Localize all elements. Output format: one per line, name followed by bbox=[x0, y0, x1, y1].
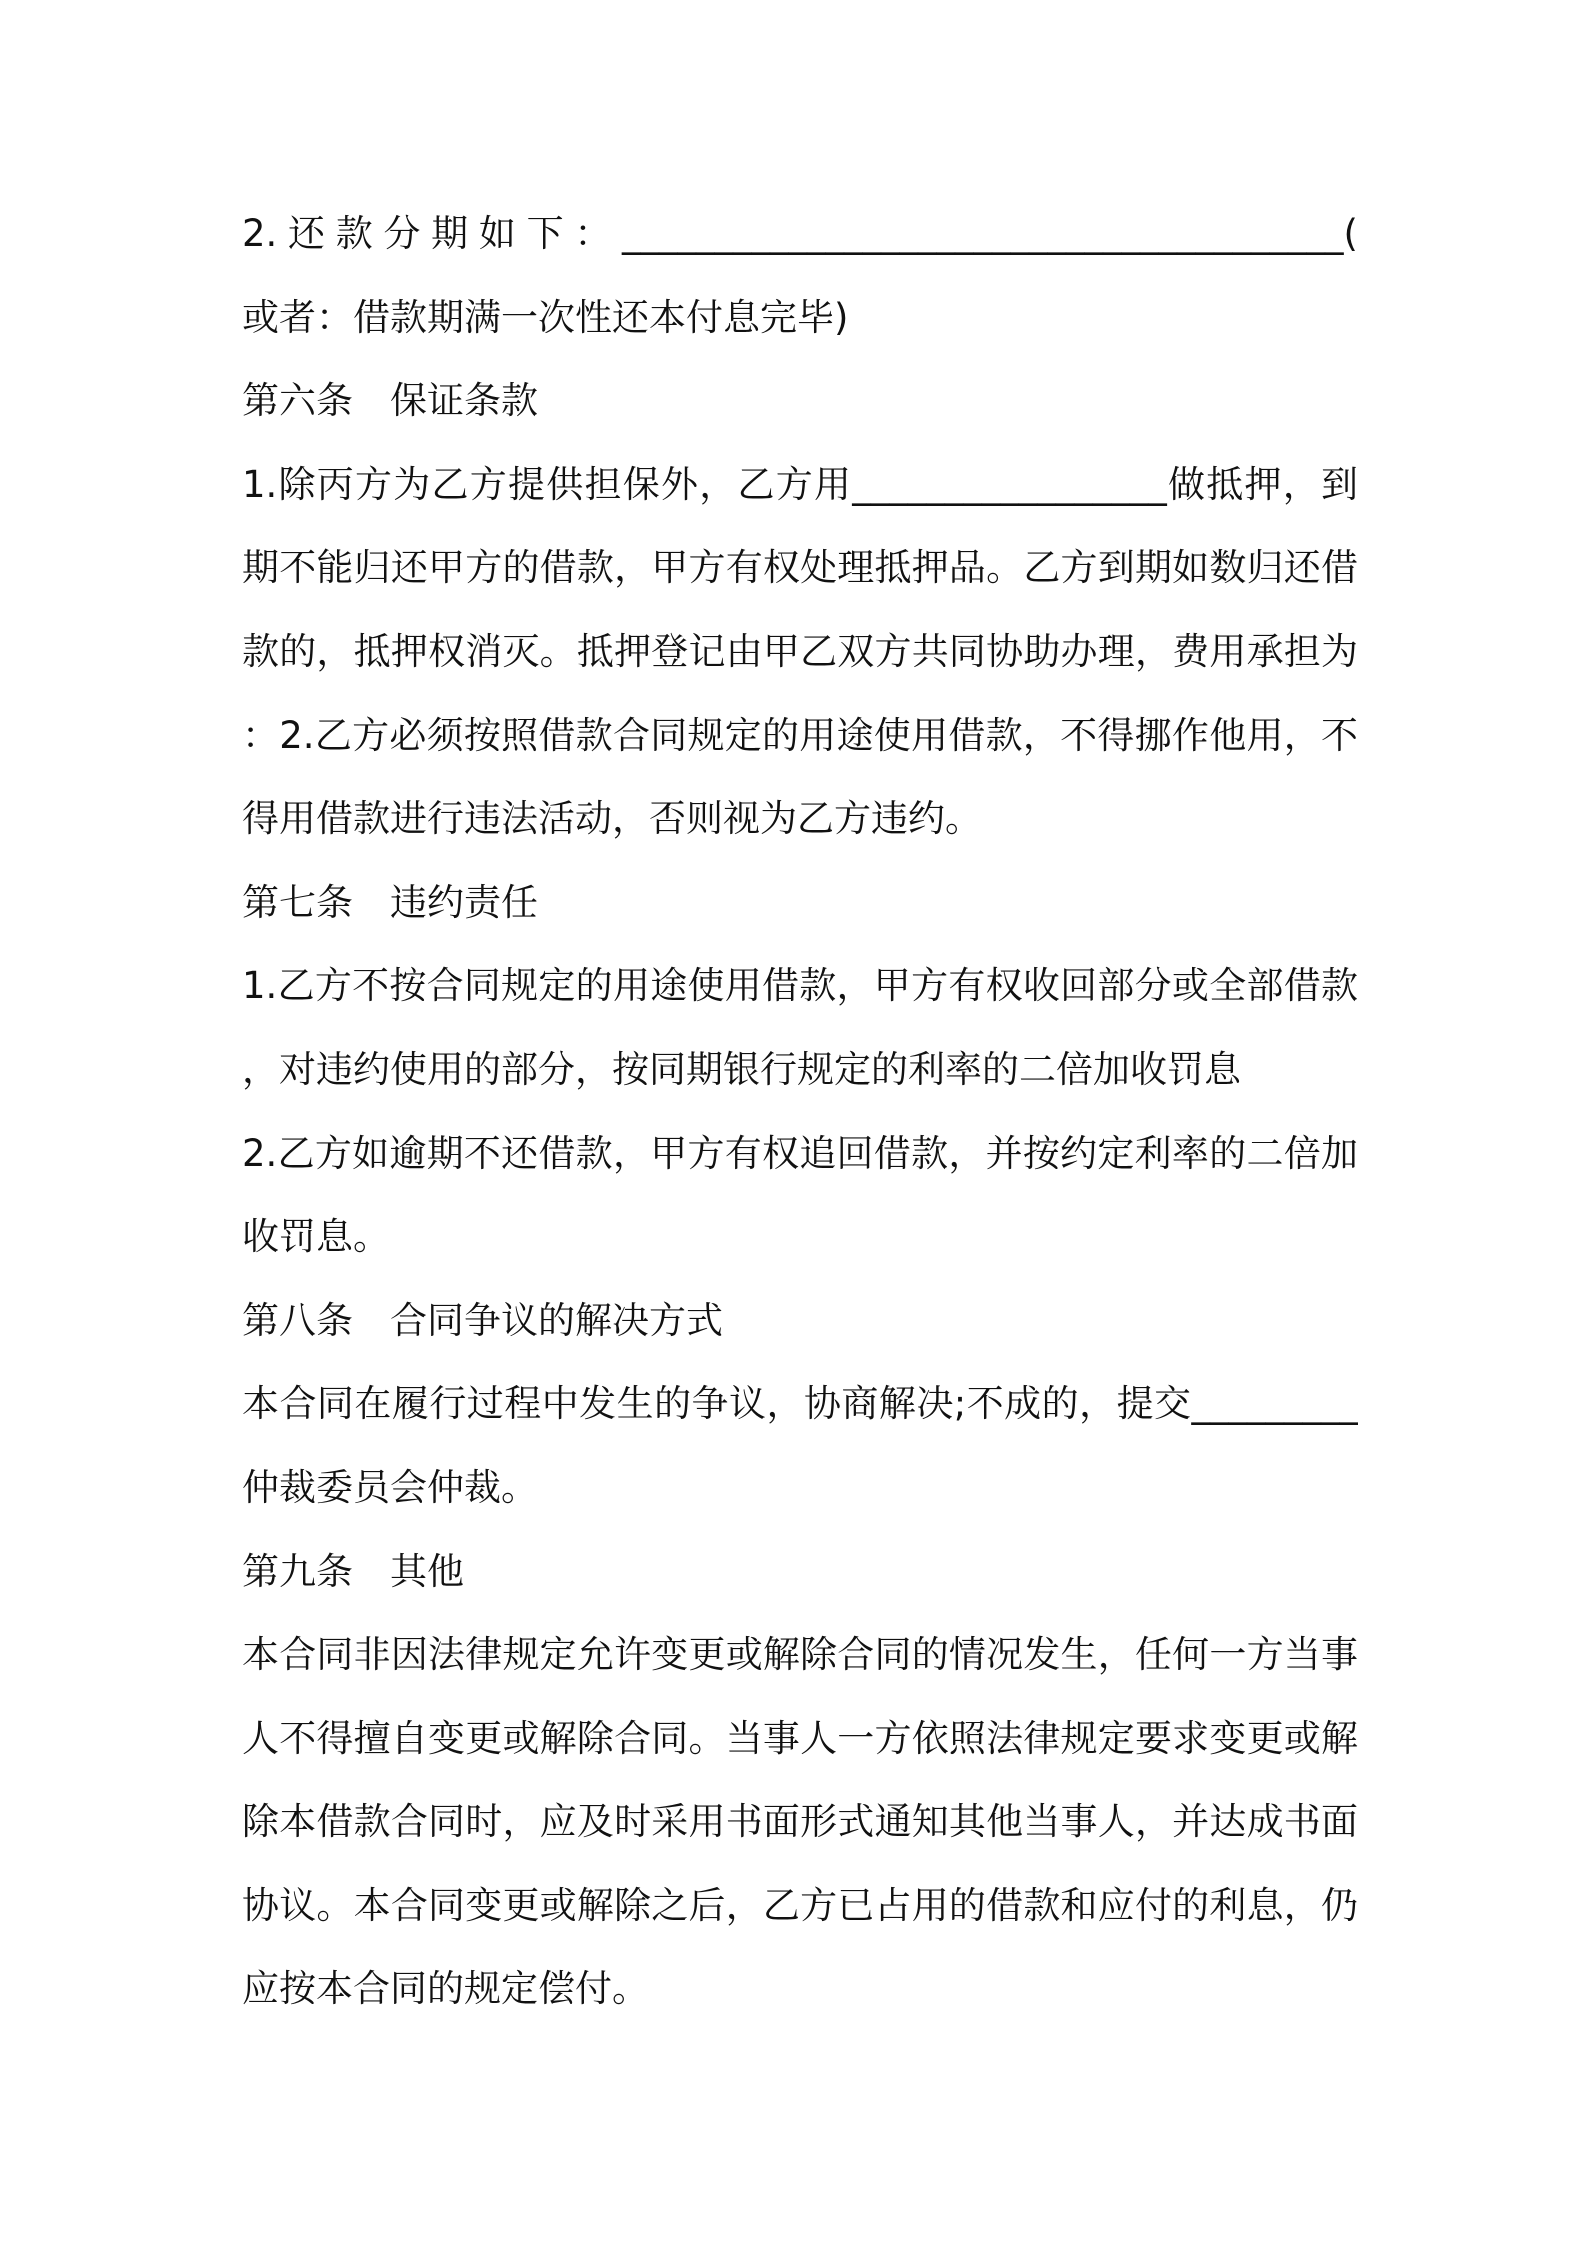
article-7-clause-1-line: ，对违约使用的部分，按同期银行规定的利率的二倍加收罚息 bbox=[242, 1047, 1241, 1091]
article-6-paragraph-line: 1.除丙方为乙方提供担保外，乙方用_________________做抵押，到 bbox=[242, 462, 1358, 506]
article-9-paragraph-line: 协议。本合同变更或解除之后，乙方已占用的借款和应付的利息，仍 bbox=[242, 1883, 1358, 1927]
article-8-paragraph-line: 仲裁委员会仲裁。 bbox=[242, 1465, 538, 1509]
article-6-paragraph-line: 款的，抵押权消灭。抵押登记由甲乙双方共同协助办理，费用承担为 bbox=[242, 629, 1358, 673]
article-6-paragraph-line: 得用借款进行违法活动，否则视为乙方违约。 bbox=[242, 797, 982, 841]
article-6-paragraph-line: ：2.乙方必须按照借款合同规定的用途使用借款，不得挪作他用，不 bbox=[242, 713, 1358, 757]
article-7-clause-2-line: 收罚息。 bbox=[242, 1215, 390, 1259]
article-8-paragraph-line: 本合同在履行过程中发生的争议，协商解决;不成的，提交_________ bbox=[242, 1382, 1358, 1426]
article-7-heading: 第七条 违约责任 bbox=[242, 880, 538, 924]
repayment-installment-line: 2.还款分期如下：_______________________________________( bbox=[242, 212, 1358, 255]
article-7-clause-1-line: 1.乙方不按合同规定的用途使用借款，甲方有权收回部分或全部借款 bbox=[242, 964, 1358, 1008]
article-9-paragraph-line: 除本借款合同时，应及时采用书面形式通知其他当事人，并达成书面 bbox=[242, 1800, 1358, 1844]
article-7-clause-2-line: 2.乙方如逾期不还借款，甲方有权追回借款，并按约定利率的二倍加 bbox=[242, 1131, 1358, 1175]
repayment-lump-sum-line: 或者：借款期满一次性还本付息完毕) bbox=[242, 295, 849, 339]
article-9-paragraph-line: 应按本合同的规定偿付。 bbox=[242, 1967, 649, 2011]
article-8-heading: 第八条 合同争议的解决方式 bbox=[242, 1298, 723, 1342]
article-6-heading: 第六条 保证条款 bbox=[242, 379, 538, 423]
article-9-paragraph-line: 人不得擅自变更或解除合同。当事人一方依照法律规定要求变更或解 bbox=[242, 1716, 1358, 1760]
article-9-paragraph-line: 本合同非因法律规定允许变更或解除合同的情况发生，任何一方当事 bbox=[242, 1633, 1358, 1677]
article-9-heading: 第九条 其他 bbox=[242, 1549, 464, 1593]
article-6-paragraph-line: 期不能归还甲方的借款，甲方有权处理抵押品。乙方到期如数归还借 bbox=[242, 546, 1358, 590]
document-body bbox=[242, 192, 1358, 2031]
